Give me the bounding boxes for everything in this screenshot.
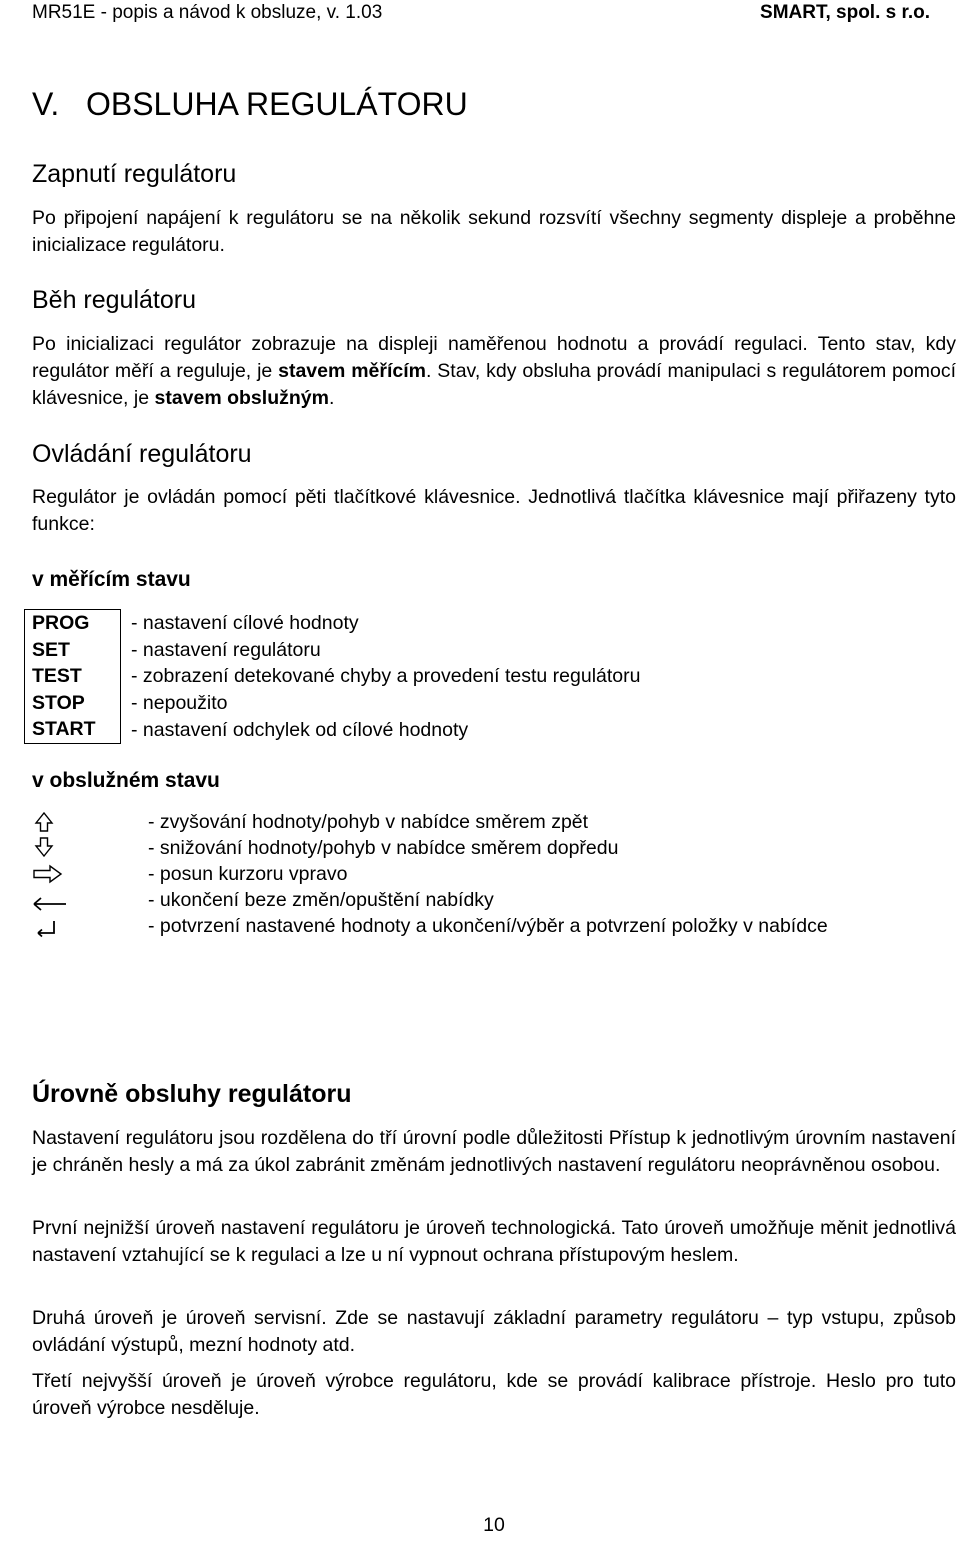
- key-description: - zobrazení detekované chyby a provedení testu regulátoru: [131, 665, 641, 688]
- beh-text-3: .: [328, 387, 335, 409]
- page-number: 10: [483, 1514, 505, 1536]
- term-stavem-obsluznym: stavem obslužným: [154, 387, 329, 409]
- service-key-description: - zvyšování hodnoty/pohyb v nabídce směrem zpět: [148, 811, 589, 833]
- service-mode-label: v obslužném stavu: [32, 769, 220, 792]
- key-set: SET: [25, 637, 121, 664]
- header-document-title: MR51E - popis a návod k obsluze, v. 1.03: [32, 2, 383, 23]
- key-row: [25, 690, 642, 717]
- measuring-mode-key-table: [24, 609, 642, 744]
- key-description: - nastavení odchylek od cílové hodnoty: [131, 718, 469, 741]
- service-key-description: - posun kurzoru vpravo: [148, 863, 348, 885]
- section-title: V. OBSLUHA REGULÁTORU: [32, 86, 468, 122]
- beh-text-1: Po inicializaci regulátor zobrazuje na displeji naměřenou hodnotu a provádí regulaci. Tento stav, kdy regulátor měří a reguluje, je: [32, 333, 956, 382]
- heading-urovne: Úrovně obsluhy regulátoru: [32, 1080, 352, 1108]
- service-key-description: - ukončení beze změn/opuštění nabídky: [148, 889, 494, 911]
- header-company-name: SMART, spol. s r.o.: [760, 2, 930, 23]
- key-description: - nastavení cílové hodnoty: [131, 612, 359, 634]
- key-description: - nepoužito: [131, 691, 228, 714]
- heading-ovladani: Ovládání regulátoru: [32, 440, 252, 468]
- service-key-row: [32, 887, 952, 913]
- measuring-mode-label: v měřícím stavu: [32, 568, 191, 591]
- service-key-description: - potvrzení nastavené hodnoty a ukončení/výběr a potvrzení položky v nabídce: [148, 915, 828, 937]
- left-arrow-icon: [32, 887, 72, 913]
- up-arrow-icon: [32, 809, 72, 835]
- key-test: TEST: [25, 663, 121, 690]
- paragraph-urovne-4: Třetí nejvyšší úroveň je úroveň výrobce regulátoru, kde se provádí kalibrace přístroje. Heslo pro tuto úroveň výrobce nesděluje.: [32, 1370, 956, 1419]
- key-prog: PROG: [25, 610, 121, 637]
- enter-icon: [32, 913, 72, 939]
- term-stavem-mericim: stavem měřícím: [278, 360, 426, 382]
- service-key-row: [32, 861, 952, 887]
- service-key-row: [32, 809, 952, 835]
- key-stop: STOP: [25, 690, 121, 717]
- paragraph-urovne-3: Druhá úroveň je úroveň servisní. Zde se nastavují základní parametry regulátoru – typ vstupu, způsob ovládání výstupů, mezní hodnoty atd.: [32, 1307, 956, 1356]
- service-key-row: [32, 835, 952, 861]
- paragraph-urovne-2: První nejnižší úroveň nastavení regulátoru je úroveň technologická. Tato úroveň umožňuje měnit jednotlivá nastavení vztahující se k regulaci a lze u ní vypnout ochrana přístupovým heslem.: [32, 1217, 956, 1266]
- service-key-description: - snižování hodnoty/pohyb v nabídce směrem dopředu: [148, 837, 619, 859]
- key-row: [25, 716, 642, 743]
- key-description: - nastavení regulátoru: [131, 638, 321, 661]
- key-start: START: [25, 716, 121, 743]
- paragraph-beh: [32, 331, 956, 412]
- key-row: [25, 663, 642, 690]
- heading-zapnuti: Zapnutí regulátoru: [32, 160, 237, 188]
- down-arrow-icon: [32, 835, 72, 861]
- paragraph-urovne-1: Nastavení regulátoru jsou rozdělena do tří úrovní podle důležitosti Přístup k jednotlivým úrovním nastavení je chráněn hesly a má za úkol zabránit změnám jednotlivých nastavení regulátoru neoprávněnou osobou.: [32, 1127, 956, 1176]
- right-arrow-icon: [32, 861, 72, 887]
- key-row: [25, 610, 642, 637]
- service-key-row: [32, 913, 952, 939]
- key-row: [25, 637, 642, 664]
- paragraph-zapnuti: Po připojení napájení k regulátoru se na několik sekund rozsvítí všechny segmenty displeje a proběhne inicializace regulátoru.: [32, 207, 956, 256]
- beh-text-2: . Stav, kdy obsluha provádí manipulaci s regulátorem pomocí klávesnice, je: [32, 360, 957, 409]
- paragraph-ovladani: Regulátor je ovládán pomocí pěti tlačítkové klávesnice. Jednotlivá tlačítka klávesnice mají přiřazeny tyto funkce:: [32, 486, 956, 535]
- heading-beh: Běh regulátoru: [32, 286, 197, 314]
